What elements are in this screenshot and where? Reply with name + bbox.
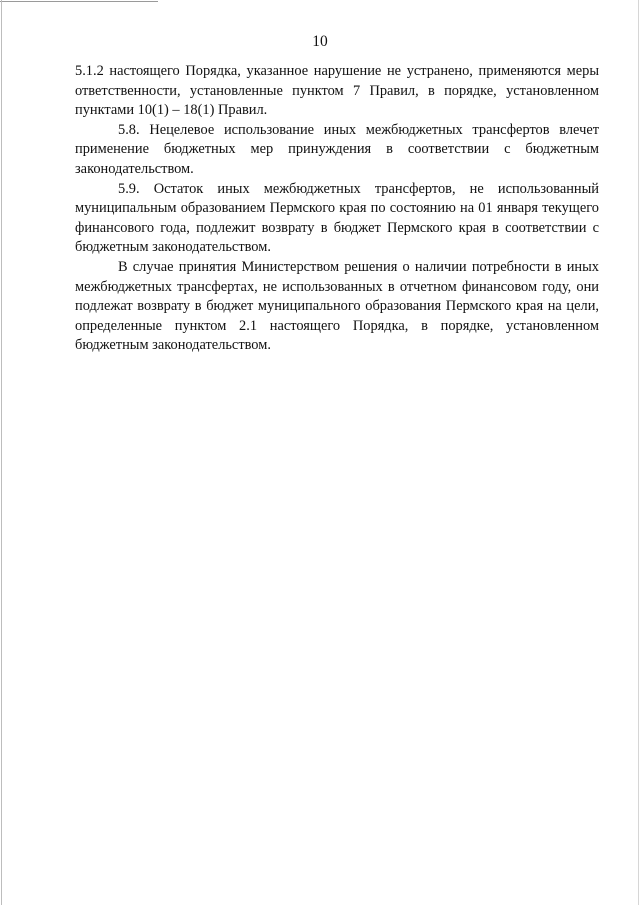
page-number: 10: [312, 33, 328, 50]
paragraph-5-9: 5.9. Остаток иных межбюджетных трансфертов, не использованный муниципальным образованием Пермского края по состоянию на 01 января текущего финансового года, подлежит возврату в бюджет Пермского края в соответствии с бюджетным законодательством.: [75, 180, 599, 256]
scan-edge-line: [638, 0, 639, 905]
scan-edge-line: [0, 1, 158, 2]
document-body: [75, 62, 599, 356]
paragraph-5-1-2-continuation: 5.1.2 настоящего Порядка, указанное нарушение не устранено, применяются меры ответственности, установленные пунктом 7 Правил, в порядке, установленном пунктами 10(1) – 18(1) Правил.: [75, 63, 599, 119]
scan-edge-line: [1, 0, 2, 905]
paragraph-return-clause: В случае принятия Министерством решения о наличии потребности в иных межбюджетных трансфертах, не использованных в отчетном финансовом году, они подлежат возврату в бюджет муниципального образования Пермского края на цели, определенные пунктом 2.1 настоящего Порядка, в порядке, установленном бюджетным законодательством.: [75, 258, 599, 354]
paragraph-5-8: 5.8. Нецелевое использование иных межбюджетных трансфертов влечет применение бюджетных мер принуждения в соответствии с бюджетным законодательством.: [75, 121, 599, 177]
